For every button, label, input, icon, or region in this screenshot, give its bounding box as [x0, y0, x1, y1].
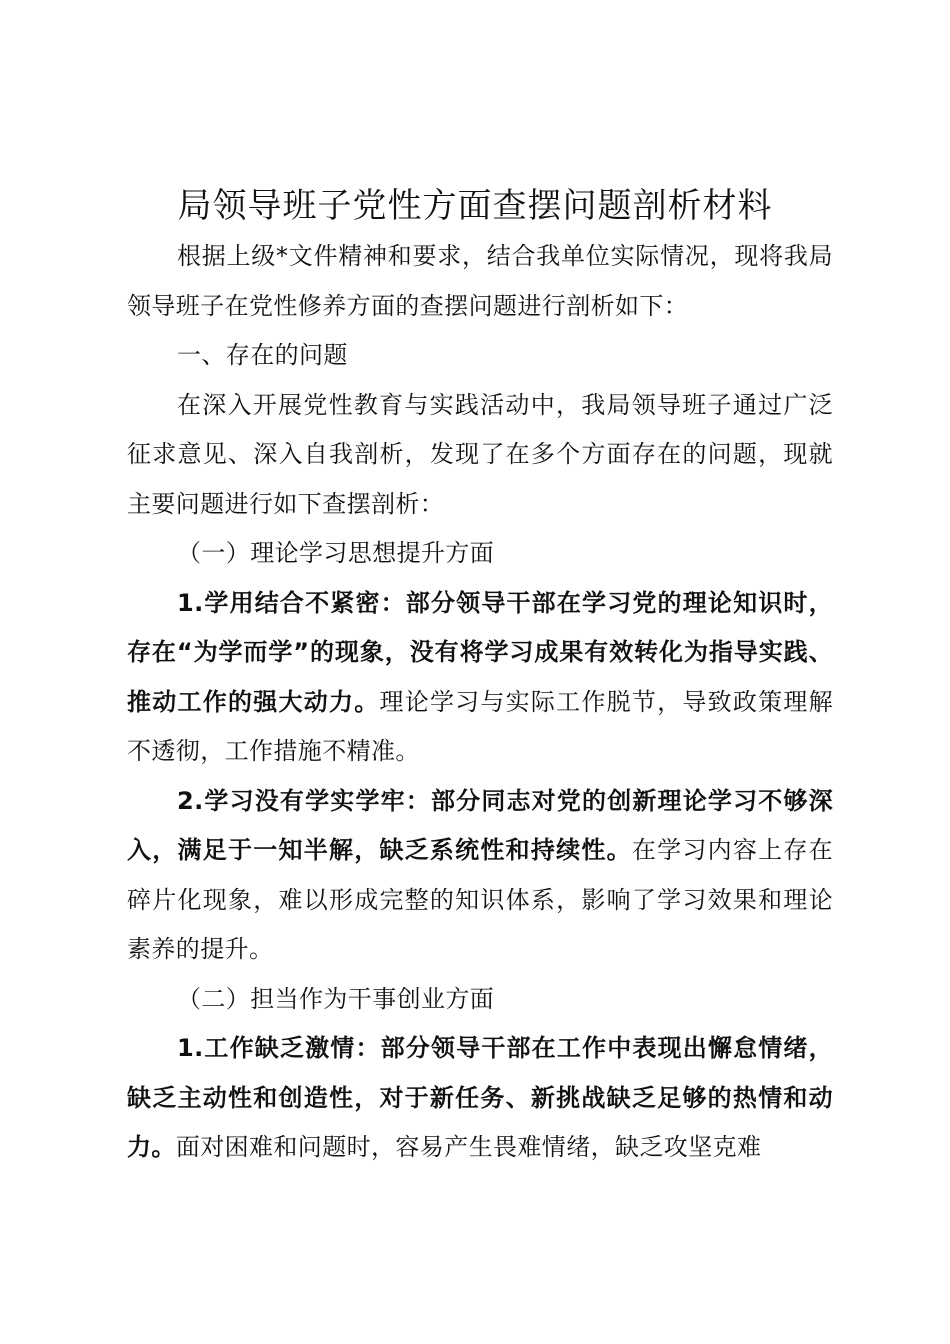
document-body [127, 232, 833, 1173]
paragraph-responsibility-item-1 [127, 1024, 833, 1173]
item-2-bold-lead: 2.学习没有学实学牢：部分同志对党的创新理论学习不够深入，满足于一知半解，缺乏系统性和持续性。 [127, 786, 833, 864]
intro-paragraph: 根据上级*文件精神和要求，结合我单位实际情况，现将我局领导班子在党性修养方面的查摆问题进行剖析如下： [127, 242, 833, 320]
section-heading-problems: 一、存在的问题 [177, 341, 348, 369]
section-intro-paragraph: 在深入开展党性教育与实践活动中，我局领导班子通过广泛征求意见、深入自我剖析，发现了在多个方面存在的问题，现就主要问题进行如下查摆剖析： [127, 390, 833, 518]
paragraph-theory-item-1 [127, 579, 833, 777]
document-title: 局领导班子党性方面查摆问题剖析材料 [177, 186, 773, 226]
item-3-bold-lead: 1.工作缺乏激情：部分领导干部在工作中表现出懈怠情绪，缺乏主动性和创造性，对于新任务、新挑战缺乏足够的热情和动力。 [127, 1034, 833, 1161]
paragraph-theory-item-2 [127, 777, 833, 975]
item-3-text: 面对困难和问题时，容易产生畏难情绪，缺乏攻坚克难 [175, 1133, 762, 1161]
item-1-bold-lead: 1.学用结合不紧密：部分领导干部在学习党的理论知识时，存在“为学而学”的现象，没有将学习成果有效转化为指导实践、推动工作的强大动力。 [127, 588, 833, 716]
item-2-text: 在学习内容上存在碎片化现象，难以形成完整的知识体系，影响了学习效果和理论素养的提升。 [127, 836, 834, 963]
subsection-heading-theory: （一）理论学习思想提升方面 [177, 539, 495, 567]
item-1-text: 理论学习与实际工作脱节，导致政策理解不透彻，工作措施不精准。 [127, 687, 834, 765]
subsection-heading-responsibility: （二）担当作为干事创业方面 [177, 984, 495, 1013]
